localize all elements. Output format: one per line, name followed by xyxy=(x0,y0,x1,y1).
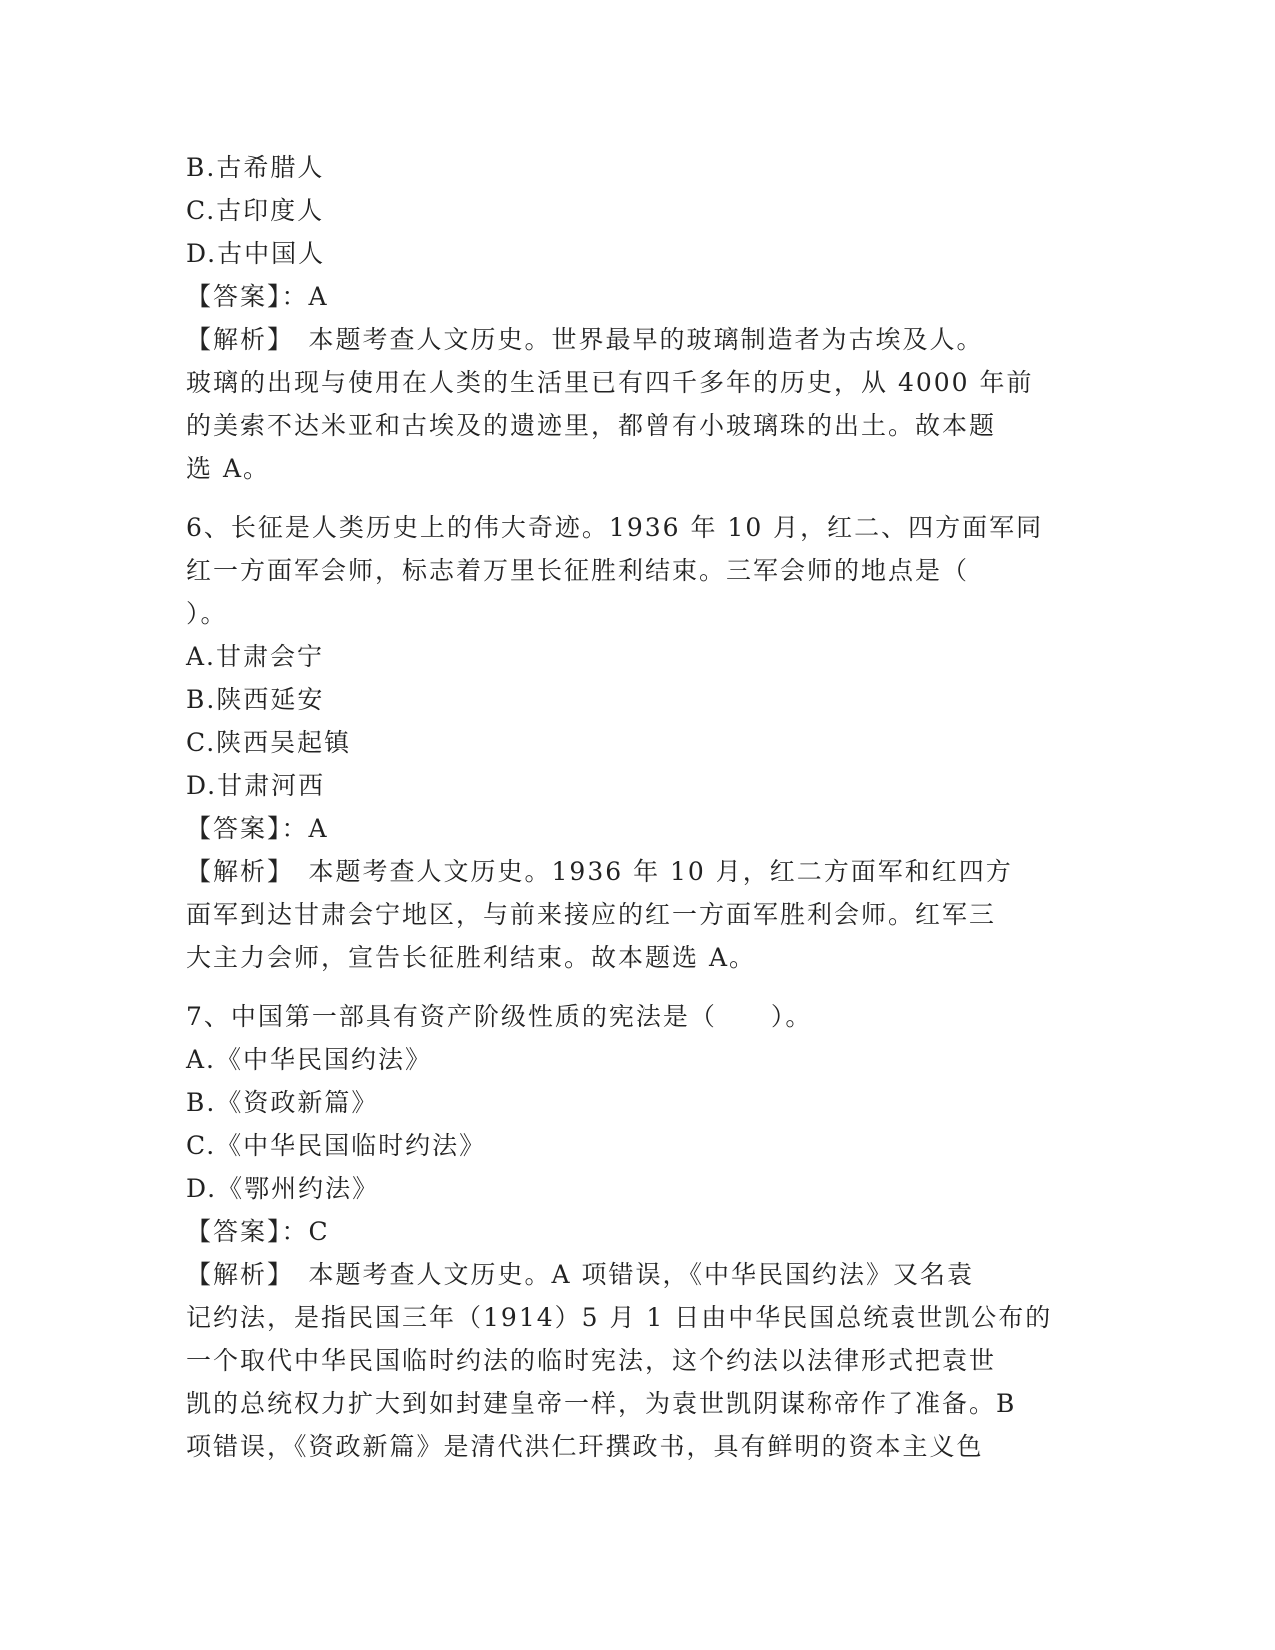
text-line: 一个取代中华民国临时约法的临时宪法，这个约法以法律形式把袁世 xyxy=(186,1346,997,1375)
text-line: C.古印度人 xyxy=(186,196,325,225)
text-line: 6、长征是人类历史上的伟大奇迹。1936 年 10 月，红二、四方面军同 xyxy=(186,513,1044,542)
text-line: 【答案】：C xyxy=(186,1217,330,1246)
text-line: 玻璃的出现与使用在人类的生活里已有四千多年的历史，从 4000 年前 xyxy=(186,368,1034,397)
text-line: D.甘肃河西 xyxy=(186,771,326,800)
text-line: 【答案】：A xyxy=(186,282,329,311)
document-body xyxy=(186,146,1091,1468)
text-line: A.甘肃会宁 xyxy=(186,642,325,671)
text-line: D.《鄂州约法》 xyxy=(186,1174,380,1203)
text-line: 【解析】 本题考查人文历史。1936 年 10 月，红二方面军和红四方 xyxy=(186,857,1013,886)
text-line: C.陕西吴起镇 xyxy=(186,728,352,757)
text-line: B.《资政新篇》 xyxy=(186,1088,379,1117)
text-line: ）。 xyxy=(186,599,228,628)
text-line: 【解析】 本题考查人文历史。世界最早的玻璃制造者为古埃及人。 xyxy=(186,325,984,354)
text-line: B.陕西延安 xyxy=(186,685,325,714)
text-line: 红一方面军会师，标志着万里长征胜利结束。三军会师的地点是（ xyxy=(186,556,970,585)
text-line: 大主力会师，宣告长征胜利结束。故本题选 A。 xyxy=(186,943,757,972)
text-line: A.《中华民国约法》 xyxy=(186,1045,433,1074)
text-line: 7、中国第一部具有资产阶级性质的宪法是（ ）。 xyxy=(186,1002,813,1031)
text-line: 记约法，是指民国三年（1914）5 月 1 日由中华民国总统袁世凯公布的 xyxy=(186,1303,1053,1332)
text-line: 【解析】 本题考查人文历史。A 项错误，《中华民国约法》又名袁 xyxy=(186,1260,975,1289)
text-line: 选 A。 xyxy=(186,454,271,483)
text-line: C.《中华民国临时约法》 xyxy=(186,1131,487,1160)
text-line: 凯的总统权力扩大到如封建皇帝一样，为袁世凯阴谋称帝作了准备。B xyxy=(186,1389,1017,1418)
text-line: 面军到达甘肃会宁地区，与前来接应的红一方面军胜利会师。红军三 xyxy=(186,900,997,929)
paragraph-gap xyxy=(186,979,1091,995)
text-line: 的美索不达米亚和古埃及的遗迹里，都曾有小玻璃珠的出土。故本题 xyxy=(186,411,997,440)
text-line: 项错误，《资政新篇》是清代洪仁玕撰政书，具有鲜明的资本主义色 xyxy=(186,1432,984,1461)
text-line: 【答案】：A xyxy=(186,814,329,843)
paragraph-gap xyxy=(186,490,1091,506)
text-line: D.古中国人 xyxy=(186,239,326,268)
text-line: B.古希腊人 xyxy=(186,153,325,182)
